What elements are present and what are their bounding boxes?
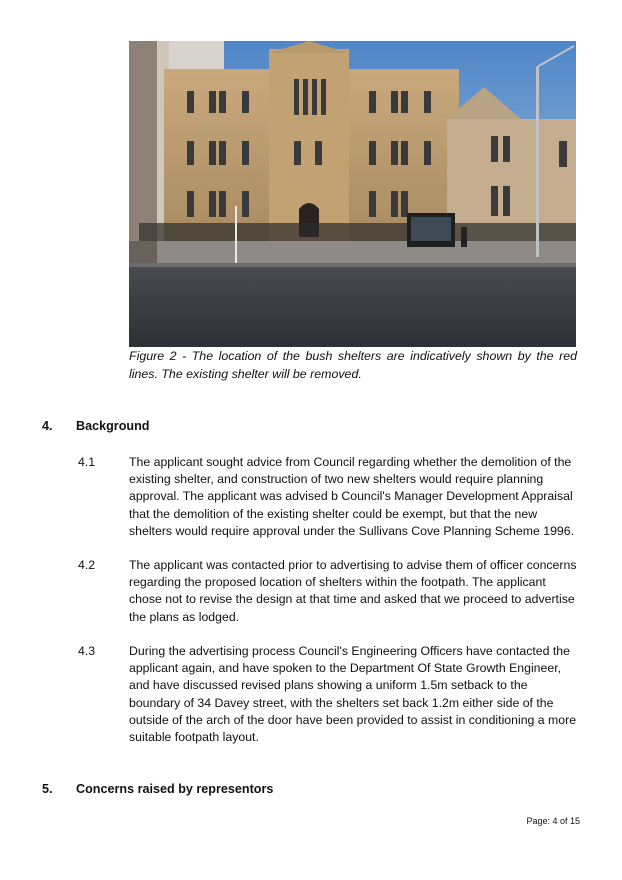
page-number: Page: 4 of 15 (526, 816, 580, 826)
section-title: Background (76, 419, 150, 433)
paragraph-number: 4.3 (78, 644, 96, 658)
paragraph-number: 4.2 (78, 558, 96, 572)
figure-caption: Figure 2 - The location of the bush shelters are indicatively shown by the red lines. The existing shelter will be removed. (129, 349, 577, 381)
paragraph-text: The applicant sought advice from Council regarding whether the demolition of the existing shelter, and construction of two new shelters would require planning approval. The applicant was advised b Council's Manager Development Appraisal that the demolition of the existing shelter could be exempt, but that the new shelters would require approval under the Sullivans Cove Planning Scheme 1996. (129, 455, 575, 538)
street-view-photo (129, 41, 576, 347)
paragraph-number: 4.1 (78, 455, 96, 469)
section-title: Concerns raised by representors (76, 782, 274, 796)
paragraph-text: The applicant was contacted prior to advertising to advise them of officer concerns regarding the proposed location of shelters within the footpath. The applicant chose not to revise the design at that time and asked that we proceed to advertise the plans as lodged. (129, 558, 577, 624)
section-number: 4. (42, 419, 53, 433)
paragraph-text: During the advertising process Council's Engineering Officers have contacted the applicant again, and have spoken to the Department Of State Growth Engineer, and have discussed revised plans showing a uniform 1.5m setback to the boundary of 34 Davey street, with the shelters set back 1.2m either side of the outside of the arch of the door have been provided to assist in conditioning a more suitable footpath layout. (129, 644, 577, 745)
section-number: 5. (42, 782, 53, 796)
